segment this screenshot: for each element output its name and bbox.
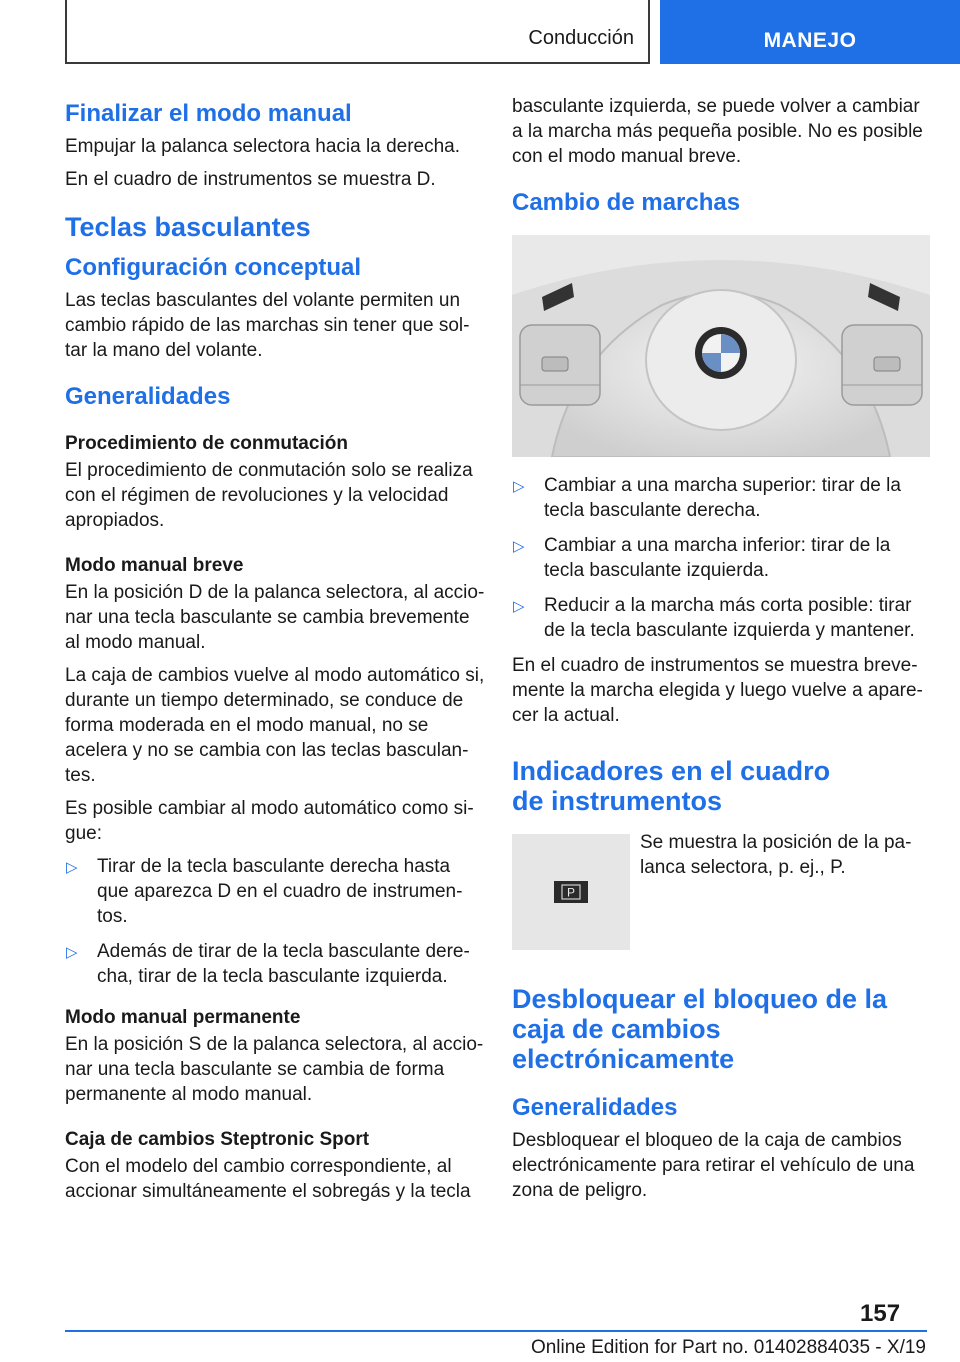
left-column (65, 100, 485, 1212)
steering-wheel-illustration (512, 235, 930, 457)
heading-generalidades-2: Generalidades (512, 1094, 678, 1121)
heading-procedimiento: Procedimiento de conmutación (65, 433, 348, 454)
page-number: 157 (860, 1300, 901, 1327)
heading-indicadores: Indicadores en el cuadro de instrumentos (512, 756, 831, 816)
paragraph-finalizar-2: En el cuadro de instrumentos se muestra D. (65, 169, 436, 190)
paragraph-breve-1: En la posición D de la palanca selectora, al accio‐nar una tecla basculante se cambia brevemente al modo manual. (65, 582, 485, 653)
list-item: ▷ Cambiar a una marcha superior: tirar de la tecla basculante derecha. (513, 475, 901, 521)
paragraph-desbloquear: Desbloquear el bloqueo de la caja de cambios electrónicamente para retirar el vehículo de una zona de peligro. (512, 1130, 915, 1201)
heading-steptronic: Caja de cambios Steptronic Sport (65, 1129, 370, 1150)
triangle-right-icon: ▷ (66, 859, 78, 876)
paragraph-config: Las teclas basculantes del volante permiten un cambio rápido de las marchas sin tener que sol‐tar la mano del volante. (65, 290, 470, 361)
triangle-right-icon: ▷ (513, 538, 525, 555)
footer-divider (65, 1330, 927, 1332)
gear-indicator-letter: P (566, 885, 576, 900)
header-chapter-title: MANEJO (763, 29, 857, 52)
bullet-list-breve (65, 854, 485, 989)
heading-generalidades: Generalidades (65, 383, 231, 410)
steering-wheel-image (512, 235, 930, 457)
paragraph-permanente: En la posición S de la palanca selectora, al accio‐nar una tecla basculante se cambia de forma permanente al modo manual. (65, 1034, 484, 1105)
heading-teclas: Teclas basculantes (65, 212, 311, 242)
display-row (512, 830, 930, 950)
heading-permanente: Modo manual permanente (65, 1007, 301, 1028)
triangle-right-icon: ▷ (513, 478, 525, 495)
heading-config: Configuración conceptual (65, 254, 362, 281)
paragraph-continuation: basculante izquierda, se puede volver a cambiar a la marcha más pequeña posible. No es posible con el modo manual breve. (512, 96, 923, 167)
list-item: ▷ Reducir a la marcha más corta posible: tirar de la tecla basculante izquierda y mantener. (513, 595, 915, 641)
list-item: ▷ Cambiar a una marcha inferior: tirar de la tecla basculante izquierda. (513, 535, 891, 581)
heading-finalizar: Finalizar el modo manual (65, 100, 352, 127)
paragraph-procedimiento: El procedimiento de conmutación solo se realiza con el régimen de revoluciones y la velocidad apropiados. (65, 460, 473, 531)
footer-edition: Online Edition for Part no. 01402884035 - X/19 (530, 1337, 926, 1358)
paragraph-indicadores: Se muestra la posición de la pa‐lanca selectora, p. ej., P. (640, 832, 912, 878)
paragraph-cambio: En el cuadro de instrumentos se muestra breve‐mente la marcha elegida y luego vuelve a apare‐cer la actual. (512, 655, 923, 726)
instrument-display-image (512, 834, 630, 950)
list-item: ▷ Además de tirar de la tecla basculante dere‐cha, tirar de la tecla basculante izquierda. (66, 941, 470, 987)
triangle-right-icon: ▷ (66, 944, 78, 961)
header-section-box (65, 0, 650, 64)
heading-desbloquear: Desbloquear el bloqueo de la caja de cambios electrónicamente (512, 984, 888, 1074)
list-item: ▷ Tirar de la tecla basculante derecha hasta que aparezca D en el cuadro de instrumen‐tos. (66, 856, 463, 927)
gear-indicator-illustration (512, 834, 630, 950)
right-column (512, 94, 930, 1211)
paragraph-steptronic: Con el modelo del cambio correspondiente, al accionar simultáneamente el sobregás y la tecla (65, 1156, 471, 1202)
display-description (640, 830, 930, 950)
paragraph-breve-2: La caja de cambios vuelve al modo automático si, durante un tiempo determinado, se conduce de forma moderada en el modo manual, no se acelera y no se cambia con las teclas basculan‐tes. (65, 665, 485, 786)
paragraph-finalizar-1: Empujar la palanca selectora hacia la derecha. (65, 136, 461, 157)
header-section-title: Conducción (528, 27, 634, 49)
paragraph-breve-3: Es posible cambiar al modo automático como si‐gue: (65, 798, 474, 844)
heading-breve: Modo manual breve (65, 555, 244, 576)
triangle-right-icon: ▷ (513, 598, 525, 615)
heading-cambio: Cambio de marchas (512, 189, 741, 216)
header-chapter-tab (660, 0, 960, 64)
bullet-list-cambio (512, 473, 930, 643)
